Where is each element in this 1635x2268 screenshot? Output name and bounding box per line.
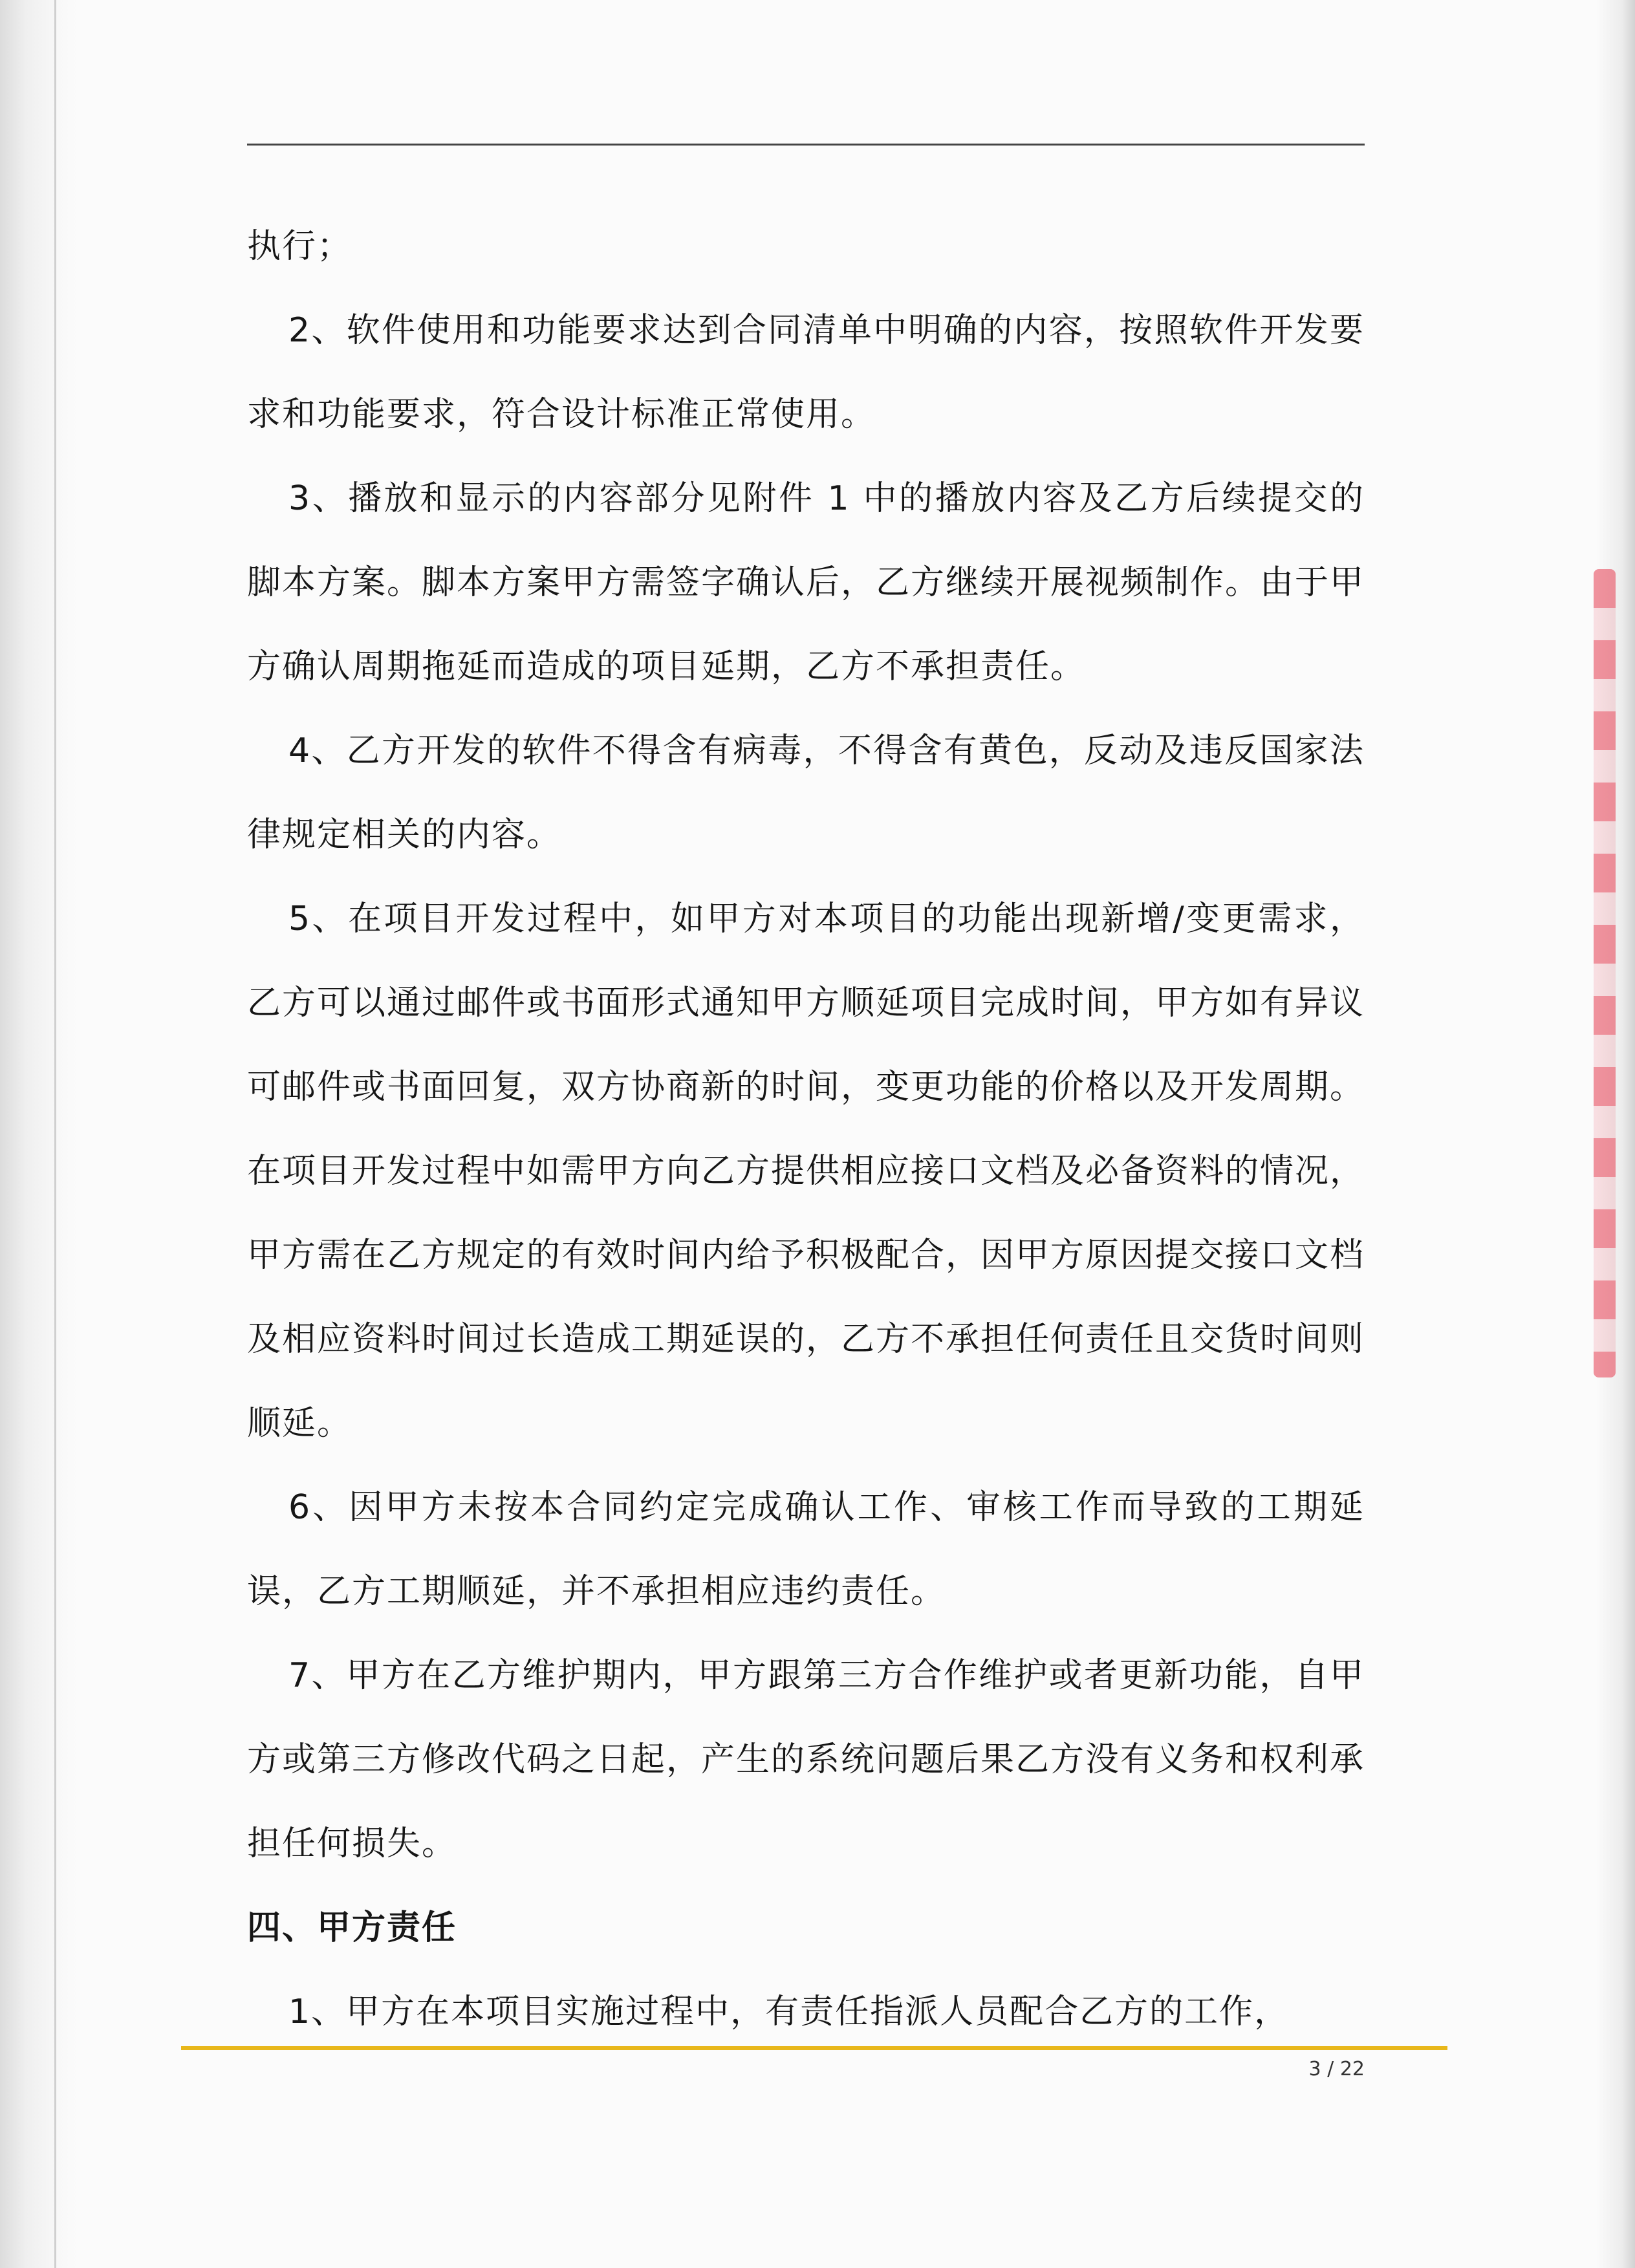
paragraph-item-7: 7、甲方在乙方维护期内，甲方跟第三方合作维护或者更新功能，自甲方或第三方修改代码之日起，产生的系统问题后果乙方没有义务和权利承担任何损失。	[247, 1656, 1365, 1863]
page-number: 3 / 22	[1308, 2058, 1365, 2080]
paragraph-item-3: 3、播放和显示的内容部分见附件 1 中的播放内容及乙方后续提交的脚本方案。脚本方案甲方需签字确认后，乙方继续开展视频制作。由于甲方确认周期拖延而造成的项目延期，乙方不承担责任。	[247, 479, 1365, 686]
paragraph-item-5: 5、在项目开发过程中，如甲方对本项目的功能出现新增/变更需求，乙方可以通过邮件或书面形式通知甲方顺延项目完成时间，甲方如有异议可邮件或书面回复，双方协商新的时间，变更功能的价格以及开发周期。在项目开发过程中如需甲方向乙方提供相应接口文档及必备资料的情况，甲方需在乙方规定的有效时间内给予积极配合，因甲方原因提交接口文档及相应资料时间过长造成工期延误的，乙方不承担任何责任且交货时间则顺延。	[247, 900, 1365, 1443]
scan-shadow-left	[0, 0, 78, 2268]
document-body	[247, 204, 1365, 2054]
seal-stamp-edge	[1594, 569, 1616, 1377]
paragraph-item-4: 4、乙方开发的软件不得含有病毒，不得含有黄色，反动及违反国家法律规定相关的内容。	[247, 731, 1365, 854]
paragraph-continuation: 执行；	[247, 227, 352, 266]
paragraph-section4-item-1: 1、甲方在本项目实施过程中，有责任指派人员配合乙方的工作，	[288, 1993, 1290, 2031]
footer-rule	[181, 2046, 1447, 2050]
binding-fold-line	[54, 0, 56, 2268]
paragraph-item-2: 2、软件使用和功能要求达到合同清单中明确的内容，按照软件开发要求和功能要求，符合设计标准正常使用。	[247, 311, 1365, 434]
paragraph-item-6: 6、因甲方未按本合同约定完成确认工作、审核工作而导致的工期延误，乙方工期顺延，并不承担相应违约责任。	[247, 1488, 1365, 1611]
section-heading: 四、甲方责任	[247, 1908, 457, 1947]
header-rule	[247, 144, 1365, 146]
